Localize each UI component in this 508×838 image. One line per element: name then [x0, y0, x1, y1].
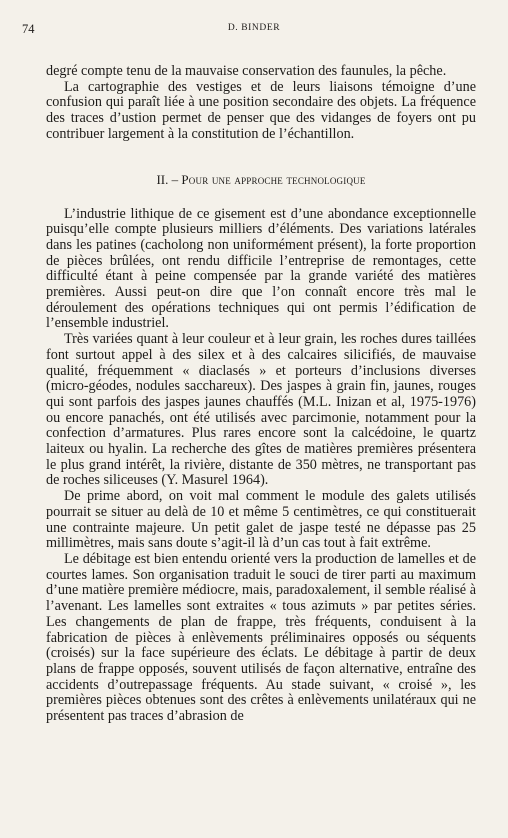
paragraph: Très variées quant à leur couleur et à leur grain, les roches dures taillées font surtout appel à des silex et à des calcaires silicifiés, de mauvaise qualité, fréquemment « diaclasés » et porteurs d’inclusions diverses (micro-géodes, nodules sacchareux). Des jaspes à grain fin, jaunes, rouges qui sont parfois des jaspes jaunes chauffés (M.L. Inizan et al, 1975-1976) ou encore panachés, ont été utilisés avec parcimonie, notamment pour la confection d’armatures. Plus rares encore sont la calcédoine, le quartz laiteux ou hyalin. La recherche des gîtes de matières premières présentera le plus grand intérêt, la rivière, distante de 350 mètres, ne transportant pas de roches siliceuses (Y. Masurel 1964).	[46, 331, 476, 489]
paragraph: De prime abord, on voit mal comment le module des galets utilisés pourrait se situer au delà de 10 et même 5 centimètres, ce qui constituerait une contrainte majeure. Un petit galet de jaspe testé ne dépasse pas 25 millimètres, mais sans doute s’agit-il là d’un cas tout à fait extrême.	[46, 488, 476, 552]
paragraph: L’industrie lithique de ce gisement est d’une abondance exceptionnelle puisqu’elle compte plusieurs milliers d’éléments. Des variations latérales dans les patines (cacholong non uniformément présent), la forte proportion de pièces brûlées, ont rendu difficile l’entreprise de remontages, cette difficulté étant à peine compensée par la grande variété des matières premières. Aussi peut-on dire que l’on connaît encore très mal le déroulement des opérations techniques qui ont permis l’édification de l’ensemble industriel.	[46, 205, 476, 332]
section-title: Pour une approche technologique	[181, 171, 366, 187]
running-head-author: D. BINDER	[227, 23, 281, 33]
section-number: II. –	[156, 171, 179, 187]
section-heading	[46, 172, 476, 188]
page-number: 74	[22, 22, 35, 36]
paragraph: Le débitage est bien entendu orienté vers la production de lamelles et de courtes lames. Son organisation traduit le souci de tirer parti au maximum d’une matière première médiocre, mais, paradoxalement, il semble réalisé à l’avenant. Les lamelles sont extraites « tous azimuts » par petites séries. Les changements de plan de frappe, très fréquents, conduisent à la fabrication de pièces à enlèvements préliminaires opposés ou séquents (croisés) sur la face supérieure des éclats. Le débitage à partir de deux plans de frappe opposés, souvent utilisés de façon alternative, entraîne des accidents d’outrepassage fréquents. Au stade suivant, « croisé », les premières pièces obtenues sont des crêtes à enlèvements unilatéraux qui ne présentent pas traces d’abrasion de	[46, 550, 476, 725]
paragraph: La cartographie des vestiges et de leurs liaisons témoigne d’une confusion qui paraît liée à une position secondaire des objets. La fréquence des traces d’ustion permet de penser que des vidanges de foyers ont pu contribuer largement à la constitution de l’échantillon.	[46, 78, 476, 142]
page-header	[22, 22, 486, 38]
paragraph: degré compte tenu de la mauvaise conservation des faunules, la pêche.	[46, 63, 447, 79]
body-text	[46, 64, 476, 725]
